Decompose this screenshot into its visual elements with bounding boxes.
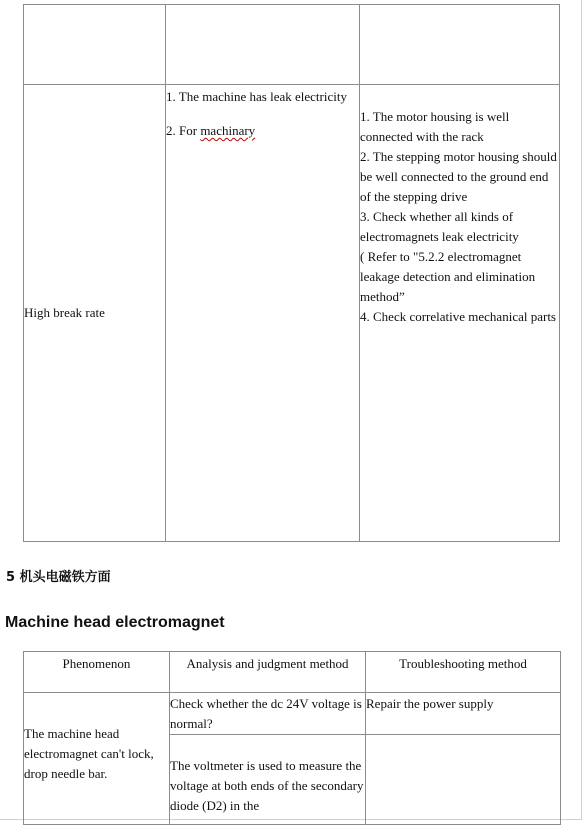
column-header: Analysis and judgment method [170, 652, 366, 693]
table-row [24, 693, 561, 735]
analysis-item-prefix: 2. For [166, 123, 201, 138]
troubleshooting-table-top [23, 4, 560, 542]
empty-cell [360, 5, 560, 85]
table-row [24, 85, 560, 542]
table-header-row [24, 652, 561, 693]
analysis-item [166, 121, 359, 141]
analysis-cell: Check whether the dc 24V voltage is normal? [170, 693, 366, 735]
phenomenon-cell [24, 693, 170, 825]
empty-cell [24, 5, 166, 85]
analysis-cell [166, 85, 360, 542]
phenomenon-cell [24, 85, 166, 542]
troubleshooting-text: 1. The motor housing is well connected with the rack 2. The stepping motor housing should be well connected to the ground end of the stepping drive 3. Check whether all kinds of electromagnets leak electricity ( Refer to "5.2.2 electromagnet leakage detection and elimination method” 4. Check correlative mechanical parts [360, 109, 557, 324]
empty-cell [166, 5, 360, 85]
troubleshooting-cell: Repair the power supply [366, 693, 561, 735]
analysis-item: 1. The machine has leak electricity [166, 89, 347, 104]
troubleshooting-cell [360, 85, 560, 542]
troubleshooting-table-bottom [23, 651, 561, 825]
section-title: Machine head electromagnet [5, 614, 225, 631]
phenomenon-text: The machine head electromagnet can't lock, drop needle bar. [24, 726, 154, 781]
table-row [24, 5, 560, 85]
analysis-cell: The voltmeter is used to measure the voltage at both ends of the secondary diode (D2) in the [170, 735, 366, 825]
spellcheck-word: machinary [200, 123, 256, 138]
section-number-heading: 5 机头电磁铁方面 [6, 570, 111, 585]
empty-cell [366, 735, 561, 825]
phenomenon-text: High break rate [24, 305, 105, 320]
column-header: Troubleshooting method [366, 652, 561, 693]
column-header: Phenomenon [24, 652, 170, 693]
